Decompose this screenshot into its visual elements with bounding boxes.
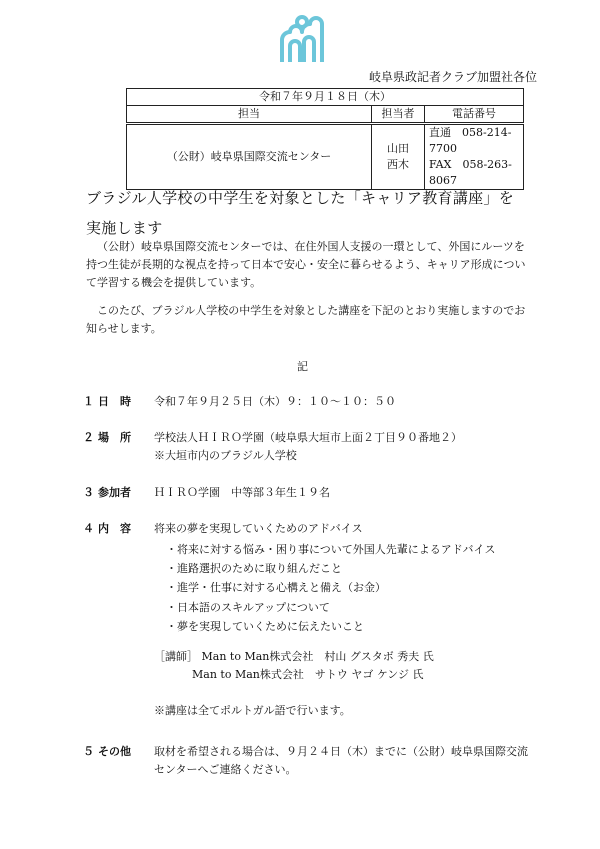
person-2: 西木	[387, 158, 409, 171]
phone-fax: FAX 058-263-8067	[429, 158, 512, 187]
header-person: 担当者	[372, 106, 425, 124]
item-label-content: 内 容	[98, 522, 131, 535]
item-number-3: ３	[83, 486, 94, 499]
foundation-logo-icon	[276, 14, 328, 64]
item-label-participants: 参加者	[98, 486, 131, 499]
item-label-place: 場 所	[98, 431, 131, 444]
item-value-place: 学校法人ＨＩＲＯ学園（岐阜県大垣市上面２丁目９０番地２）	[154, 431, 462, 444]
list-item: ・夢を実現していくために伝えたいこと	[166, 620, 364, 633]
lecturer-1: ［講師］ Man to Man株式会社 村山 グスタボ 秀夫 氏	[154, 650, 434, 663]
item-value-content: 将来の夢を実現していくためのアドバイス	[154, 522, 363, 535]
item-value-other-1: 取材を希望される場合は、９月２４日（木）までに（公財）岐阜県国際交流	[154, 745, 528, 758]
item-value-other-2: センターへご連絡ください。	[154, 763, 297, 776]
list-item: ・進学・仕事に対する心構えと備え（お金）	[166, 581, 386, 594]
item-number-5: ５	[83, 745, 94, 758]
item-value-participants: ＨＩＲＯ学園 中等部３年生１９名	[154, 486, 330, 499]
item-value-place-note: ※大垣市内のブラジル人学校	[154, 449, 297, 462]
item-label-other: その他	[98, 745, 131, 758]
phones-cell	[425, 124, 524, 190]
phone-direct: 直通 058-214-7700	[429, 126, 512, 155]
item-number-1: １	[83, 395, 94, 408]
addressee: 岐阜県政記者クラブ加盟社各位	[368, 70, 537, 84]
ki-heading: 記	[297, 360, 308, 373]
department: （公財）岐阜県国際交流センター	[127, 124, 372, 190]
list-item: ・日本語のスキルアップについて	[166, 601, 330, 614]
list-item: ・進路選択のために取り組んだこと	[166, 562, 342, 575]
lecturer-2: Man to Man株式会社 サトウ ヤゴ ケンジ 氏	[192, 668, 424, 681]
item-number-4: ４	[83, 522, 94, 535]
header-phone: 電話番号	[425, 106, 524, 124]
language-note: ※講座は全てポルトガル語で行います。	[154, 704, 351, 717]
contact-table	[126, 88, 524, 190]
item-label-datetime: 日 時	[98, 395, 131, 408]
list-item: ・将来に対する悩み・困り事について外国人先輩によるアドバイス	[166, 543, 496, 556]
item-number-2: ２	[83, 431, 94, 444]
header-dept: 担当	[127, 106, 372, 124]
item-value-datetime: 令和７年９月２５日（木）９：１０〜１０：５０	[154, 395, 396, 408]
intro-paragraph-1: （公財）岐阜県国際交流センターでは、在住外国人支援の一環として、外国にルーツを持つ生徒が長期的な視点を持って日本で安心・安全に暮らせるよう、キャリア形成について学習する機会を提供しています。	[86, 240, 526, 289]
persons-cell	[372, 124, 425, 190]
release-date: 令和７年９月１８日（木）	[127, 89, 524, 106]
person-1: 山田	[387, 142, 409, 155]
page-title: ブラジル人学校の中学生を対象とした「キャリア教育講座」を実施します	[86, 189, 515, 237]
intro-paragraph-2: このたび、ブラジル人学校の中学生を対象とした講座を下記のとおり実施しますのでお知らせします。	[86, 304, 526, 335]
